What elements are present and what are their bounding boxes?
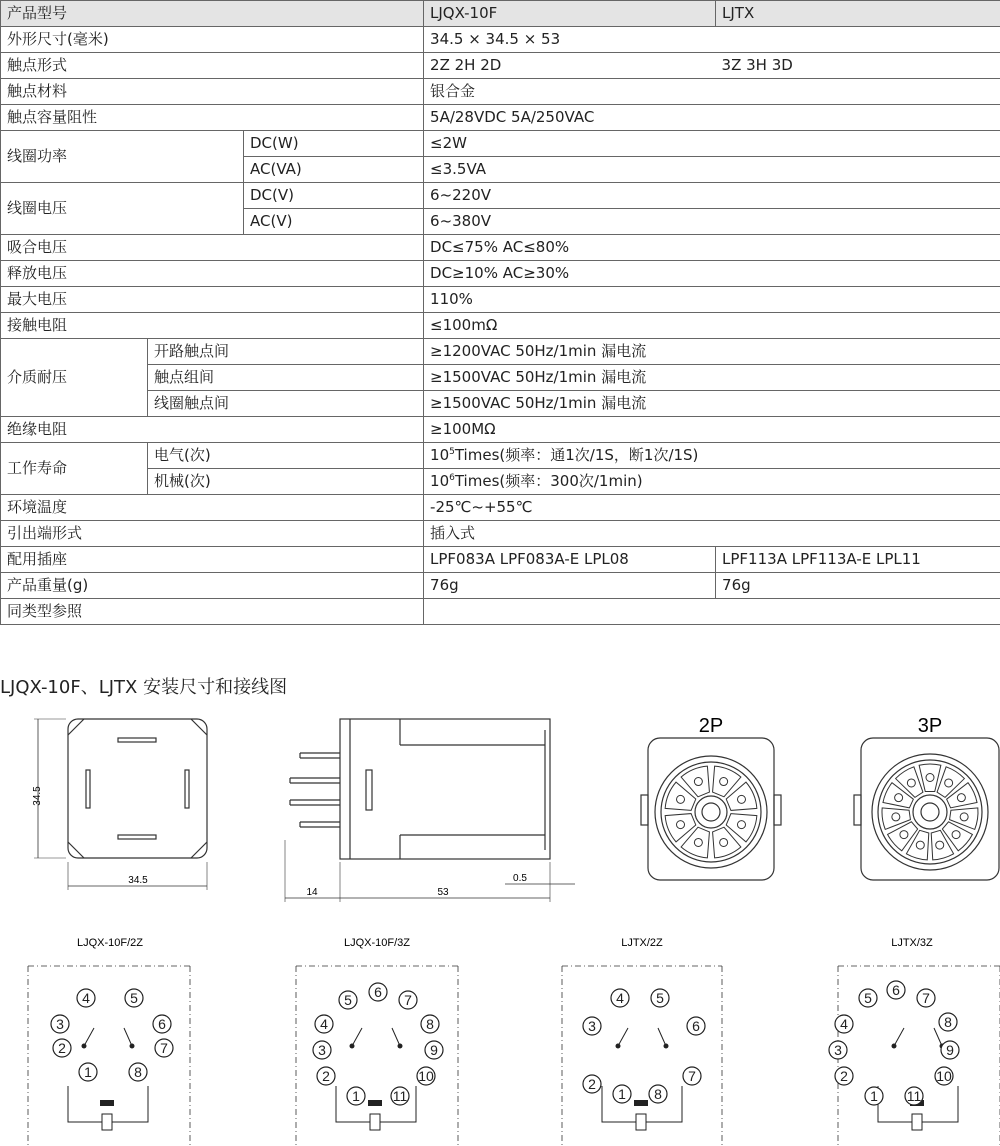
coil-symbol bbox=[912, 1114, 922, 1130]
socket-pin-slot bbox=[896, 767, 923, 798]
socket-pin-slot bbox=[726, 814, 757, 842]
row-label: 环境温度 bbox=[1, 495, 424, 521]
table-row bbox=[1, 287, 1000, 313]
wiring-diagram bbox=[829, 981, 959, 1130]
socket-pin-slot bbox=[681, 827, 709, 858]
row-value: $10^6Times$(频率：300次/1min) bbox=[424, 469, 1000, 495]
dim-pin-label: 14 bbox=[306, 887, 318, 898]
table-row bbox=[1, 105, 1000, 131]
table-row bbox=[1, 391, 1000, 417]
table-row bbox=[1, 27, 1000, 53]
wiring-title: LJTX/2Z bbox=[621, 937, 663, 949]
socket-pin-slot bbox=[950, 808, 978, 830]
pin-number: 7 bbox=[922, 990, 930, 1006]
row-value: ≤100mΩ bbox=[424, 313, 1000, 339]
pin-number: 9 bbox=[430, 1042, 438, 1058]
socket-2p-label: 2P bbox=[698, 715, 724, 737]
socket-pin-hole bbox=[720, 838, 728, 846]
pin-number: 5 bbox=[864, 990, 872, 1006]
socket-pin-slot bbox=[937, 767, 964, 798]
socket-pin-slot bbox=[888, 822, 918, 851]
wiring-diagram bbox=[313, 983, 443, 1130]
table-row bbox=[1, 547, 1000, 573]
pin-number: 3 bbox=[834, 1042, 842, 1058]
socket-pin-hole bbox=[694, 778, 702, 786]
row-label: 外形尺寸(毫米) bbox=[1, 27, 424, 53]
contact-node bbox=[398, 1044, 403, 1049]
row-value: ≤2W bbox=[424, 131, 1000, 157]
table-row bbox=[1, 417, 1000, 443]
row-value: ≥100MΩ bbox=[424, 417, 1000, 443]
dim-width-label: 34.5 bbox=[128, 875, 148, 886]
socket-pin-hole bbox=[952, 831, 960, 839]
row-value: 6~220V bbox=[424, 183, 1000, 209]
pin-number: 9 bbox=[946, 1042, 954, 1058]
coil-mark bbox=[634, 1100, 648, 1106]
pin-number: 6 bbox=[692, 1018, 700, 1034]
contact-node bbox=[664, 1044, 669, 1049]
table-row bbox=[1, 339, 1000, 365]
row-sublabel: 电气(次) bbox=[148, 443, 424, 469]
row-label: 线圈功率 bbox=[1, 131, 244, 183]
contact-node bbox=[616, 1044, 621, 1049]
row-label: 触点形式 bbox=[1, 53, 424, 79]
socket-3p-label: 3P bbox=[917, 715, 943, 737]
row-label: 工作寿命 bbox=[1, 443, 148, 495]
row-value: DC≤75% AC≤80% bbox=[424, 235, 1000, 261]
pin-number: 6 bbox=[892, 982, 900, 998]
row-label: 触点容量阻性 bbox=[1, 105, 424, 131]
pin-number: 8 bbox=[426, 1016, 434, 1032]
socket-pin-hole bbox=[694, 838, 702, 846]
socket-3p-drawing bbox=[854, 738, 999, 880]
row-value: 银合金 bbox=[424, 79, 1000, 105]
row-label: 接触电阻 bbox=[1, 313, 424, 339]
row-value-b: 76g bbox=[716, 573, 1000, 599]
socket-pin-hole bbox=[677, 821, 685, 829]
coil-symbol bbox=[370, 1114, 380, 1130]
row-value: 34.5 × 34.5 × 53 bbox=[424, 27, 1000, 53]
row-sublabel: 机械(次) bbox=[148, 469, 424, 495]
pin-number: 4 bbox=[840, 1016, 848, 1032]
socket-pin-slot bbox=[919, 764, 941, 792]
pin-number: 7 bbox=[160, 1040, 168, 1056]
row-label: 线圈电压 bbox=[1, 183, 244, 235]
contact-switch bbox=[84, 1028, 94, 1046]
socket-pin-slot bbox=[713, 827, 741, 858]
pin-number: 2 bbox=[840, 1068, 848, 1084]
socket-pin-slot bbox=[713, 766, 741, 797]
table-row bbox=[1, 443, 1000, 469]
pin-number: 4 bbox=[616, 990, 624, 1006]
row-value-a: 76g bbox=[424, 573, 716, 599]
pin-number: 5 bbox=[656, 990, 664, 1006]
row-value: -25℃~+55℃ bbox=[424, 495, 1000, 521]
row-value: ≥1500VAC 50Hz/1min 漏电流 bbox=[424, 391, 1000, 417]
wiring-title: LJQX-10F/3Z bbox=[343, 937, 411, 949]
section-title: LJQX-10F、LJTX 安装尺寸和接线图 bbox=[0, 677, 288, 698]
installation-drawings bbox=[0, 700, 1000, 1146]
row-label: 绝缘电阻 bbox=[1, 417, 424, 443]
coil-symbol bbox=[102, 1114, 112, 1130]
contact-node bbox=[350, 1044, 355, 1049]
row-sublabel: DC(W) bbox=[244, 131, 424, 157]
socket-pin-hole bbox=[945, 779, 953, 787]
row-value: ≥1500VAC 50Hz/1min 漏电流 bbox=[424, 365, 1000, 391]
pin-number: 3 bbox=[588, 1018, 596, 1034]
table-row bbox=[1, 495, 1000, 521]
contact-node bbox=[130, 1044, 135, 1049]
model-a: LJQX-10F bbox=[424, 1, 716, 27]
row-label: 引出端形式 bbox=[1, 521, 424, 547]
row-sublabel: 线圈触点间 bbox=[148, 391, 424, 417]
row-sublabel: AC(V) bbox=[244, 209, 424, 235]
row-label: 最大电压 bbox=[1, 287, 424, 313]
pin-number: 10 bbox=[418, 1068, 434, 1084]
pin-number: 11 bbox=[906, 1088, 922, 1104]
pin-number: 7 bbox=[688, 1068, 696, 1084]
pin-number: 8 bbox=[654, 1086, 662, 1102]
socket-pin-slot bbox=[942, 822, 972, 851]
pin-number: 2 bbox=[58, 1040, 66, 1056]
socket-pin-hole bbox=[936, 841, 944, 849]
contact-node bbox=[892, 1044, 897, 1049]
pin-number: 10 bbox=[936, 1068, 952, 1084]
socket-pin-hole bbox=[677, 795, 685, 803]
pin-number: 1 bbox=[352, 1088, 360, 1104]
row-label: 吸合电压 bbox=[1, 235, 424, 261]
socket-pin-slot bbox=[726, 782, 757, 810]
model-b: LJTX bbox=[716, 1, 1000, 27]
contact-node bbox=[82, 1044, 87, 1049]
table-row bbox=[1, 261, 1000, 287]
table-row-model bbox=[1, 1, 1000, 27]
pin-number: 8 bbox=[944, 1014, 952, 1030]
table-row bbox=[1, 469, 1000, 495]
socket-pin-hole bbox=[737, 795, 745, 803]
dim-gap-label: 0.5 bbox=[513, 873, 527, 884]
row-value: DC≥10% AC≥30% bbox=[424, 261, 1000, 287]
row-value-b: LPF113A LPF113A-E LPL11 bbox=[716, 547, 1000, 573]
table-row bbox=[1, 599, 1000, 625]
socket-2p-drawing bbox=[641, 738, 781, 880]
pin-number: 3 bbox=[318, 1042, 326, 1058]
contact-switch bbox=[618, 1028, 628, 1046]
socket-pin-hole bbox=[900, 831, 908, 839]
socket-pin-hole bbox=[960, 813, 968, 821]
contact-switch bbox=[392, 1028, 400, 1046]
row-value: 插入式 bbox=[424, 521, 1000, 547]
socket-pin-hole bbox=[895, 794, 903, 802]
socket-pin-hole bbox=[720, 778, 728, 786]
row-value bbox=[424, 599, 1000, 625]
pin-number: 4 bbox=[320, 1016, 328, 1032]
pin-number: 7 bbox=[404, 992, 412, 1008]
socket-pin-slot bbox=[665, 814, 696, 842]
socket-pin-hole bbox=[916, 841, 924, 849]
table-row bbox=[1, 573, 1000, 599]
socket-pin-hole bbox=[892, 813, 900, 821]
row-label: 同类型参照 bbox=[1, 599, 424, 625]
table-row bbox=[1, 131, 1000, 157]
wiring-diagram bbox=[51, 989, 173, 1130]
socket-pin-hole bbox=[907, 779, 915, 787]
pin-number: 6 bbox=[374, 984, 382, 1000]
wiring-diagram bbox=[583, 989, 705, 1130]
coil-mark bbox=[368, 1100, 382, 1106]
contact-switch bbox=[934, 1028, 942, 1046]
contact-switch bbox=[894, 1028, 904, 1046]
socket-pin-slot bbox=[906, 830, 928, 860]
side-view-drawing bbox=[285, 719, 575, 902]
coil-symbol bbox=[636, 1114, 646, 1130]
row-label: 配用插座 bbox=[1, 547, 424, 573]
row-value: ≤3.5VA bbox=[424, 157, 1000, 183]
row-label: 释放电压 bbox=[1, 261, 424, 287]
table-row bbox=[1, 183, 1000, 209]
row-value-a: 2Z 2H 2D bbox=[424, 53, 716, 79]
row-value: $10^5Times$(频率：通1次/1S，断1次/1S) bbox=[424, 443, 1000, 469]
pin-number: 2 bbox=[322, 1068, 330, 1084]
socket-pin-slot bbox=[882, 808, 910, 830]
table-row bbox=[1, 365, 1000, 391]
row-value: 110% bbox=[424, 287, 1000, 313]
socket-pin-hole bbox=[737, 821, 745, 829]
row-sublabel: 触点组间 bbox=[148, 365, 424, 391]
row-value-b: 3Z 3H 3D bbox=[716, 53, 1000, 79]
row-sublabel: DC(V) bbox=[244, 183, 424, 209]
pin-number: 1 bbox=[618, 1086, 626, 1102]
socket-pin-slot bbox=[681, 766, 709, 797]
pin-number: 11 bbox=[392, 1088, 408, 1104]
socket-pin-hole bbox=[957, 794, 965, 802]
pin-number: 6 bbox=[158, 1016, 166, 1032]
pin-number: 1 bbox=[84, 1064, 92, 1080]
row-sublabel: 开路触点间 bbox=[148, 339, 424, 365]
wiring-title: LJQX-10F/2Z bbox=[76, 937, 144, 949]
pin-number: 5 bbox=[130, 990, 138, 1006]
row-value: 6~380V bbox=[424, 209, 1000, 235]
table-row bbox=[1, 521, 1000, 547]
contact-switch bbox=[658, 1028, 666, 1046]
pin-number: 1 bbox=[870, 1088, 878, 1104]
dim-height-label: 34.5 bbox=[32, 786, 43, 806]
row-value: 5A/28VDC 5A/250VAC bbox=[424, 105, 1000, 131]
table-row bbox=[1, 313, 1000, 339]
row-sublabel: AC(VA) bbox=[244, 157, 424, 183]
pin-number: 2 bbox=[588, 1076, 596, 1092]
row-label: 产品重量(g) bbox=[1, 573, 424, 599]
table-row bbox=[1, 235, 1000, 261]
pin-number: 3 bbox=[56, 1016, 64, 1032]
pin-number: 4 bbox=[82, 990, 90, 1006]
contact-switch bbox=[124, 1028, 132, 1046]
socket-pin-hole bbox=[926, 774, 934, 782]
pin-number: 5 bbox=[344, 992, 352, 1008]
table-row bbox=[1, 53, 1000, 79]
row-value: ≥1200VAC 50Hz/1min 漏电流 bbox=[424, 339, 1000, 365]
row-label: 产品型号 bbox=[1, 1, 424, 27]
coil-mark bbox=[100, 1100, 114, 1106]
wiring-title: LJTX/3Z bbox=[891, 937, 933, 949]
row-value-a: LPF083A LPF083A-E LPL08 bbox=[424, 547, 716, 573]
socket-pin-slot bbox=[931, 830, 953, 860]
socket-pin-slot bbox=[665, 782, 696, 810]
contact-switch bbox=[352, 1028, 362, 1046]
row-label: 触点材料 bbox=[1, 79, 424, 105]
front-view-drawing bbox=[34, 719, 207, 890]
dim-body-label: 53 bbox=[437, 887, 449, 898]
row-label: 介质耐压 bbox=[1, 339, 148, 417]
pin-number: 8 bbox=[134, 1064, 142, 1080]
table-row bbox=[1, 79, 1000, 105]
